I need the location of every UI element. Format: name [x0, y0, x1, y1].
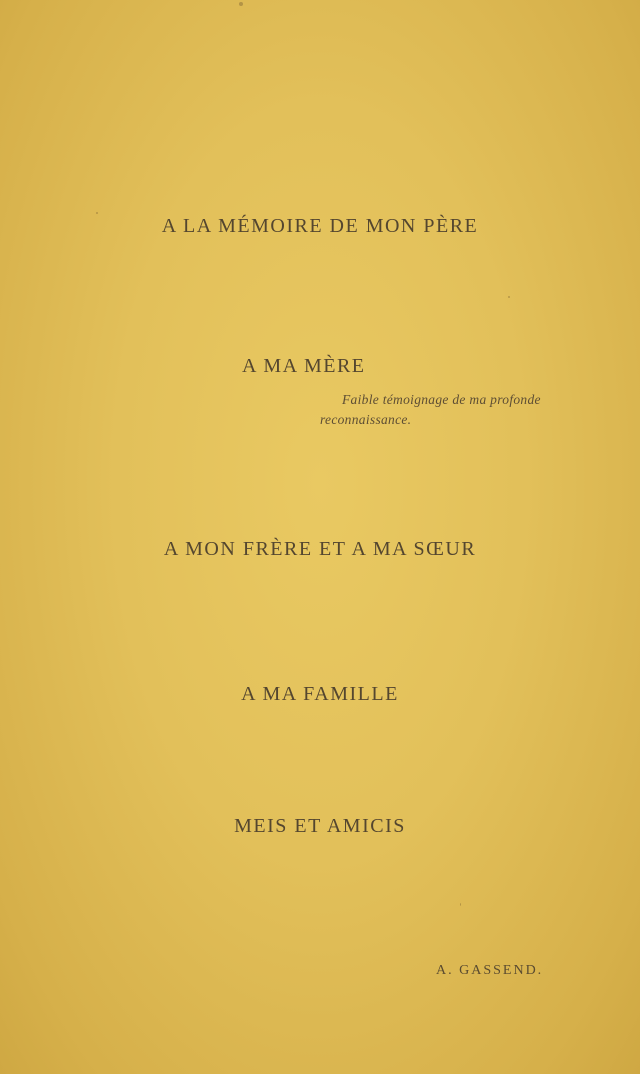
dedication-siblings: A MON FRÈRE ET A MA SŒUR: [163, 538, 477, 560]
tribute-line-2: reconnaissance.: [320, 412, 412, 427]
paper-speck: [239, 2, 243, 6]
paper-speck: [96, 212, 98, 214]
dedication-mother: A MA MÈRE: [242, 355, 366, 377]
dedication-father: A LA MÉMOIRE DE MON PÈRE: [161, 215, 479, 237]
dedication-tribute: [320, 390, 590, 430]
paper-speck: [508, 296, 510, 298]
paper-speck: [460, 903, 461, 906]
tribute-line-1: Faible témoignage de ma profonde: [342, 392, 541, 407]
dedication-friends: MEIS ET AMICIS: [234, 815, 406, 837]
author-signature: A. GASSEND.: [436, 963, 544, 978]
dedication-family: A MA FAMILLE: [241, 683, 399, 705]
